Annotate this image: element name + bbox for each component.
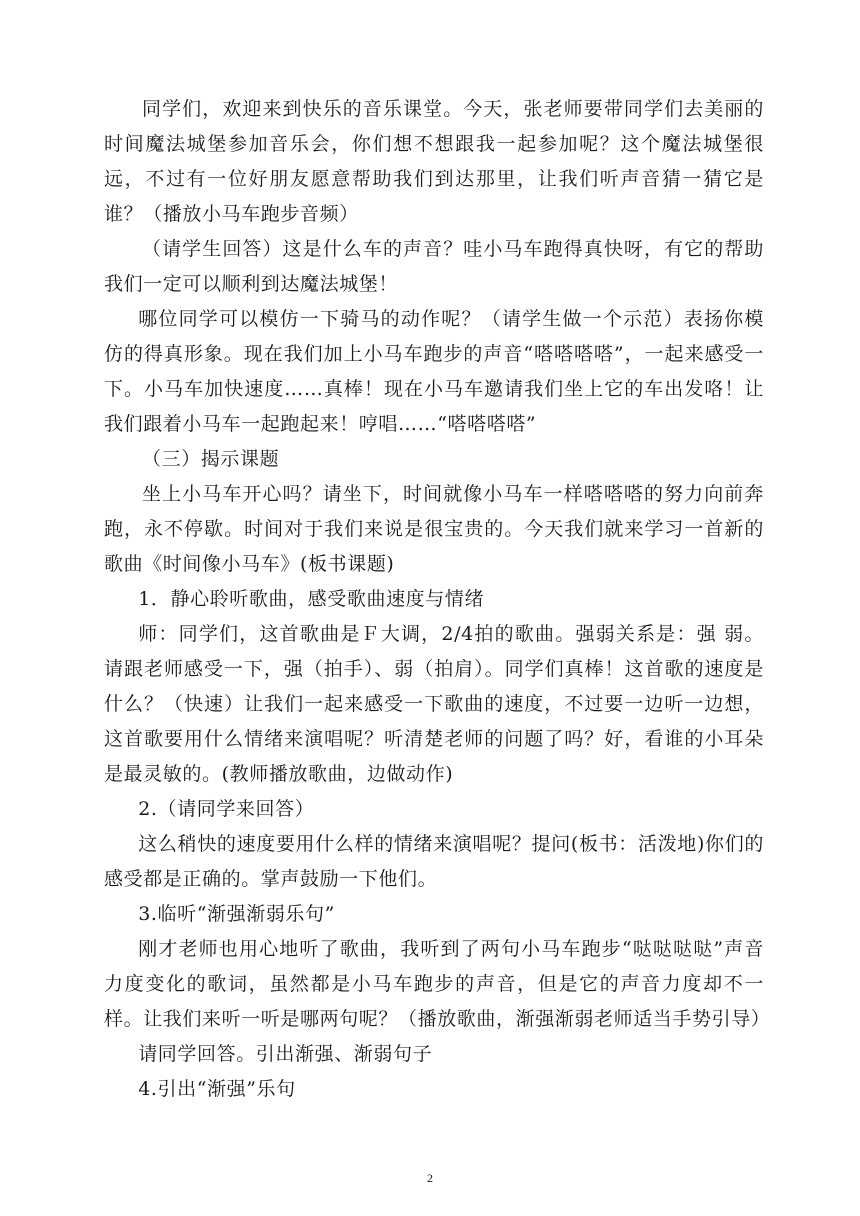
paragraph-intro: 同学们，欢迎来到快乐的音乐课堂。今天，张老师要带同学们去美丽的时间魔法城堡参加音乐会，你们想不想跟我一起参加呢？这个魔法城堡很远，不过有一位好朋友愿意帮助我们到达那里，让我们听声音猜一猜它是谁？（播放小马车跑步音频） [104, 98, 764, 225]
section-heading-reveal-topic: （三）揭示课题 [142, 448, 280, 470]
page-number: 2 [427, 1171, 433, 1185]
paragraph-student-reply: 请同学回答。引出渐强、渐弱句子 [138, 1043, 433, 1065]
paragraph-student-answer: （请学生回答）这是什么车的声音？哇小马车跑得真快呀，有它的帮助我们一定可以顺利到达魔法城堡！ [104, 238, 764, 295]
step-heading-2: 2.（请同学来回答） [138, 798, 315, 820]
paragraph-dynamics: 刚才老师也用心地听了歌曲，我听到了两句小马车跑步“哒哒哒哒”声音力度变化的歌词，虽然都是小马车跑步的声音，但是它的声音力度却不一样。让我们来听一听是哪两句呢？（播放歌曲，渐强渐弱老师适当手势引导） [104, 938, 771, 1030]
paragraph-imitate-horse: 哪位同学可以模仿一下骑马的动作呢？（请学生做一个示范）表扬你模仿的得真形象。现在我们加上小马车跑步的声音“嗒嗒嗒嗒”，一起来感受一下。小马车加快速度……真棒！现在小马车邀请我们坐上它的车出发咯！让我们跟着小马车一起跑起来！哼唱……“嗒嗒嗒嗒” [104, 308, 764, 435]
paragraph-emotion: 这么稍快的速度要用什么样的情绪来演唱呢？提问(板书：活泼地)你们的感受都是正确的。掌声鼓励一下他们。 [104, 833, 764, 890]
paragraph-teacher-key: 师：同学们，这首歌曲是Ｆ大调，2/4拍的歌曲。强弱关系是：强 弱。请跟老师感受一下，强（拍手）、弱（拍肩）。同学们真棒！这首歌的速度是什么？（快速）让我们一起来感受一下歌曲的速度，不过要一边听一边想，这首歌要用什么情绪来演唱呢？听清楚老师的问题了吗？好，看谁的小耳朵是最灵敏的。(教师播放歌曲，边做动作) [104, 623, 764, 785]
paragraph-topic: 坐上小马车开心吗？请坐下，时间就像小马车一样嗒嗒嗒的努力向前奔跑，永不停歇。时间对于我们来说是很宝贵的。今天我们就来学习一首新的歌曲《时间像小马车》(板书课题) [104, 483, 764, 575]
document-body [104, 92, 771, 1107]
step-heading-1: 1．静心聆听歌曲，感受歌曲速度与情绪 [138, 588, 485, 610]
step-heading-3: 3.临听“渐强渐弱乐句” [138, 903, 335, 925]
step-heading-4: 4.引出“渐强”乐句 [138, 1078, 296, 1100]
